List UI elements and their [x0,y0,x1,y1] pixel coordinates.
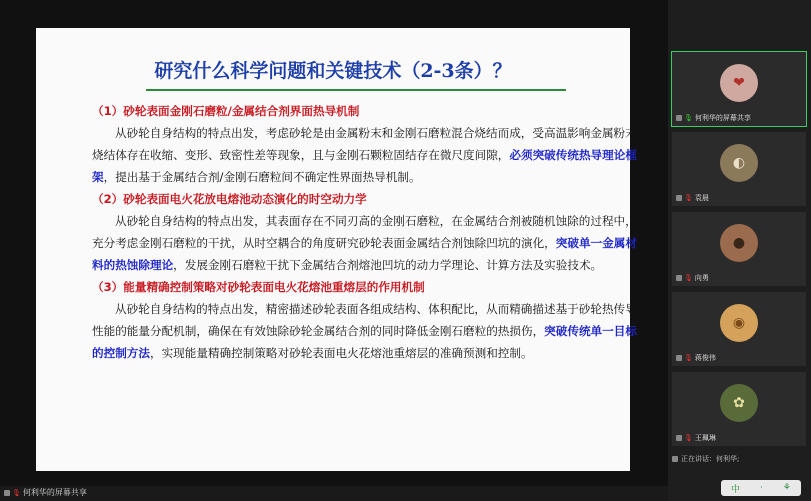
avatar: ✿ [720,384,758,422]
tray-app-icon[interactable]: ⚘ [782,483,791,493]
section-1-text: 从砂轮自身结构的特点出发，考虑砂轮是由金属粉末和金刚石磨粒混合烧结而成，受高温影响金属粉末烧结体存在收缩、变形、致密性差等现象，且与金刚石颗粒固结存在微尺度间隙， [92,126,637,162]
section-1-text-end: ，提出基于金属结合剂/金刚石磨粒间不确定性界面热导机制。 [103,170,421,184]
mic-muted-icon: 🎙 [12,488,21,497]
speaking-label: 正在讲话：何利华; [681,455,740,463]
presentation-slide [36,28,637,471]
ime-indicator[interactable]: 中 [731,484,741,495]
system-tray[interactable] [721,480,801,496]
section-3-body [92,298,648,364]
avatar: ❤ [720,64,758,102]
participant-tile[interactable] [672,212,806,286]
participant-name-text: 何利华的屏幕共享 [694,114,751,122]
participant-name [676,433,716,443]
participant-name-text: 蒋俊伟 [694,354,716,362]
participant-tile[interactable] [672,52,806,126]
participant-name [676,193,709,203]
active-speaker-indicator [672,452,806,466]
screen-share-icon [676,435,682,441]
participant-name-text: 向勇 [694,274,709,282]
screen-share-icon [4,490,10,496]
screen-share-icon [676,275,682,281]
participant-panel [668,0,811,501]
title-underline [146,89,566,91]
section-2-heading: （2）砂轮表面电火花放电熔池动态演化的时空动力学 [92,192,367,206]
mic-muted-icon[interactable]: 🎙 [684,194,693,202]
section-3-text-end: ，实现能量精确控制策略对砂轮表面电火花熔池重熔层的准确预测和控制。 [149,346,533,360]
screen-share-icon [676,355,682,361]
slide-content [92,100,648,364]
participant-name [676,273,709,283]
sharer-name: 何利华的屏幕共享 [22,488,87,497]
screen-share-icon [676,195,682,201]
participant-tile[interactable] [672,292,806,366]
avatar: ◐ [720,144,758,182]
participant-name-text: 王珮琳 [694,434,716,442]
speaker-avatar-icon [672,456,678,462]
section-2-text-end: ，发展金刚石磨粒干扰下金属结合剂熔池凹坑的动力学理论、计算方法及实验技术。 [173,258,603,272]
sharer-label[interactable] [4,487,87,498]
avatar: ◉ [720,304,758,342]
section-2-text: 从砂轮自身结构的特点出发，其表面存在不同刃高的金刚石磨粒，在金属结合剂被随机蚀除的过程中，充分考虑金刚石磨粒的干扰，从时空耦合的角度研究砂轮表面金属结合剂蚀除凹坑的演化， [92,214,637,250]
avatar: ● [720,224,758,262]
participant-name [676,353,716,363]
mic-on-icon[interactable]: 🎙 [684,114,693,122]
section-2-highlight: 突破单一金属材料的热蚀除理论 [92,236,637,272]
mic-muted-icon[interactable]: 🎙 [684,274,693,282]
section-2-body [92,210,648,276]
section-3-highlight: 突破传统单一目标的控制方法 [92,324,637,360]
section-1-body [92,122,648,188]
mic-muted-icon[interactable]: 🎙 [684,434,693,442]
tray-separator: · [760,483,763,493]
section-3-text: 从砂轮自身结构的特点出发，精密描述砂轮表面各组成结构、体积配比，从而精确描述基于砂轮热传导性能的能量分配机制，确保在有效蚀除砂轮金属结合剂的同时降低金刚石磨粒的热损伤， [92,302,637,338]
screen-share-icon [676,115,682,121]
slide-title: 研究什么科学问题和关键技术（2-3条）？ [154,60,512,82]
section-1-heading: （1）砂轮表面金刚石磨粒/金属结合剂界面热导机制 [92,104,360,118]
section-1-highlight: 必须突破传统热导理论框架 [92,148,637,184]
participant-name [676,113,751,123]
participant-tile[interactable] [672,372,806,446]
section-3-heading: （3）能量精确控制策略对砂轮表面电火花熔池重熔层的作用机制 [92,280,425,294]
mic-muted-icon[interactable]: 🎙 [684,354,693,362]
share-status-bar [0,486,668,501]
participant-name-text: 袁晨 [694,194,709,202]
participant-tile[interactable] [672,132,806,206]
